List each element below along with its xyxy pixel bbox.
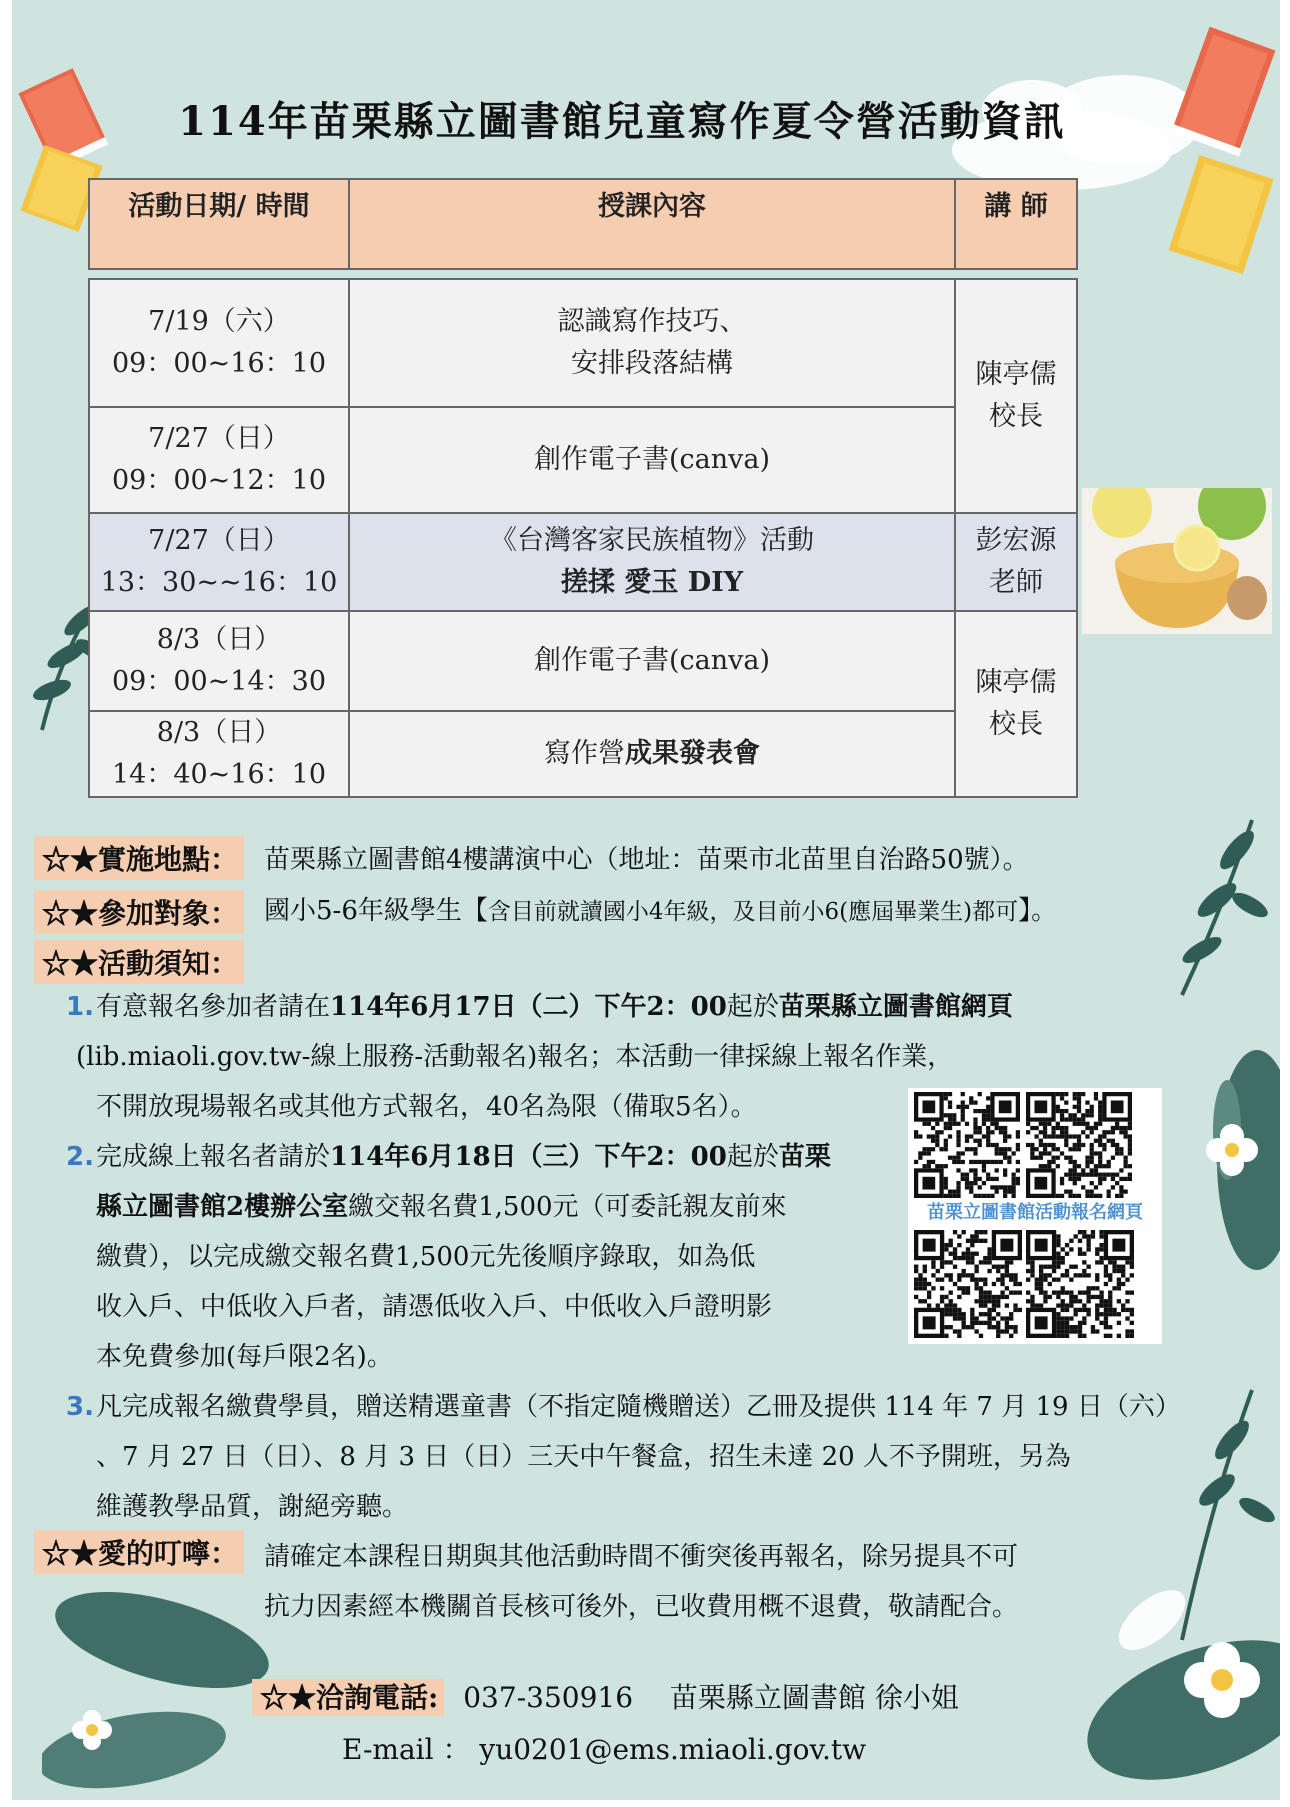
schedule-table	[88, 178, 1078, 798]
contact-phone: 037-350916 苗栗縣立圖書館 徐小姐	[454, 1681, 959, 1714]
teacher-title: 校長	[989, 401, 1043, 432]
teacher-title: 老師	[989, 567, 1043, 598]
date-text: 8/3（日）	[156, 624, 282, 655]
teacher-name: 陳亭儒	[975, 667, 1057, 698]
notice-text: 有意報名參加者請在	[96, 992, 331, 1022]
notice-line: 、7 月 27 日（日）、8 月 3 日（日）三天中午餐盒，招生未達 20 人不予開班，另為	[96, 1442, 1071, 1472]
content-text: 創作電子書(canva)	[533, 444, 771, 475]
notice-place: 苗栗	[778, 1142, 831, 1172]
target-text-detail: 含目前就讀國小4年級，及目前小6(應屆畢業生)都可	[487, 899, 1019, 925]
reminder-line: 請確定本課程日期與其他活動時間不衝突後再報名，除另提具不可	[264, 1542, 1019, 1572]
notice-line: 不開放現場報名或其他方式報名，40名為限（備取5名）。	[96, 1092, 757, 1122]
notice-text: 起於	[726, 992, 779, 1022]
teacher-title: 校長	[989, 709, 1043, 740]
contact-email[interactable]: E-mail ： yu0201@ems.miaoli.gov.tw	[342, 1733, 867, 1766]
date-cell	[89, 711, 349, 797]
table-row	[89, 407, 1077, 513]
time-text: 09：00~12：10	[111, 465, 327, 496]
content-text: 創作電子書(canva)	[533, 645, 771, 676]
notice-line: (lib.miaoli.gov.tw-線上服務-活動報名)報名；本活動一律採線上報名作業，	[76, 1042, 954, 1072]
notice-line: 繳費），以完成繳交報名費1,500元先後順序錄取，如為低	[96, 1242, 756, 1272]
content-cell	[349, 407, 955, 513]
content-text: 《台灣客家民族植物》活動	[490, 525, 814, 556]
notice-place: 縣立圖書館2樓辦公室	[96, 1192, 349, 1222]
notice-text: 起於	[726, 1142, 779, 1172]
teacher-cell	[955, 611, 1077, 797]
content-cell	[349, 611, 955, 711]
table-row-highlighted	[89, 513, 1077, 611]
teacher-cell	[955, 513, 1077, 611]
qr-code-label: 苗栗立圖書館活動報名網頁	[910, 1200, 1160, 1226]
column-header-content: 授課內容	[349, 179, 955, 269]
notice-item-1	[60, 982, 1220, 1032]
target-text-main: 國小5-6年級學生【	[264, 896, 488, 926]
content-cell	[349, 711, 955, 797]
item-number: 3.	[66, 1392, 94, 1422]
notice-date: 114年6月17日（二）下午2：00	[330, 992, 727, 1022]
leaf-decoration	[1162, 810, 1272, 1000]
target-label: ☆★參加對象：	[34, 890, 244, 934]
venue-text: 苗栗縣立圖書館4樓講演中心（地址：苗栗市北苗里自治路50號）。	[264, 845, 1029, 875]
content-cell	[349, 279, 955, 407]
date-text: 7/27（日）	[148, 525, 290, 556]
poster	[12, 0, 1280, 1800]
teacher-name: 彭宏源	[975, 525, 1057, 556]
notice-text: 繳交報名費1,500元（可委託親友前來	[348, 1192, 787, 1222]
contact-label: ☆★洽詢電話:	[252, 1679, 444, 1716]
date-text: 8/3（日）	[156, 717, 282, 748]
time-text: 09：00~14：30	[111, 666, 327, 697]
item-number: 1.	[66, 992, 94, 1022]
notice-line: 收入戶、中低收入戶者，請憑低收入戶、中低收入戶證明影	[96, 1292, 773, 1322]
reminder-line: 抗力因素經本機關首長核可後外，已收費用概不退費，敬請配合。	[264, 1592, 1019, 1622]
content-cell	[349, 513, 955, 611]
time-text: 14：40~16：10	[111, 759, 327, 790]
table-row	[89, 279, 1077, 407]
notice-place: 苗栗縣立圖書館網頁	[778, 992, 1013, 1022]
date-text: 7/27（日）	[148, 423, 290, 454]
date-cell	[89, 279, 349, 407]
time-text: 09：00~16：10	[111, 348, 327, 379]
time-text: 13：30~~16：10	[100, 567, 338, 598]
table-row	[89, 611, 1077, 711]
target-text	[264, 893, 1057, 930]
venue-label: ☆★實施地點：	[34, 836, 244, 880]
notice-item-3	[60, 1382, 1220, 1432]
column-header-teacher: 講 師	[955, 179, 1077, 269]
content-text: 成果發表會	[625, 738, 760, 769]
reminder-text	[264, 1532, 1018, 1632]
item-number: 2.	[66, 1142, 94, 1172]
target-text-end: 】。	[1018, 896, 1058, 926]
date-cell	[89, 407, 349, 513]
table-row	[89, 711, 1077, 797]
content-text: 寫作營	[544, 738, 625, 769]
notice-line: 本免費參加(每戶限2名)。	[96, 1342, 393, 1372]
reminder-label: ☆★愛的叮嚀：	[34, 1530, 244, 1574]
leaf-decoration	[42, 1580, 282, 1800]
content-text: 安排段落結構	[571, 348, 733, 379]
table-header-row	[89, 179, 1077, 269]
aiyu-jelly-photo	[1082, 488, 1272, 634]
contact-info	[262, 1676, 959, 1716]
notice-text: 凡完成報名繳費學員，贈送精選童書（不指定隨機贈送）乙冊及提供 114 年 7 月 19 日（六）	[96, 1392, 1181, 1422]
teacher-cell	[955, 279, 1077, 513]
content-text: 認識寫作技巧、	[557, 306, 747, 337]
date-cell	[89, 513, 349, 611]
page-title: 114年苗栗縣立圖書館兒童寫作夏令營活動資訊	[178, 98, 1066, 145]
notice-date: 114年6月18日（三）下午2：00	[330, 1142, 727, 1172]
notice-line: 維護教學品質，謝絕旁聽。	[96, 1492, 409, 1522]
column-header-date: 活動日期/ 時間	[89, 179, 349, 269]
date-cell	[89, 611, 349, 711]
notice-label: ☆★活動須知：	[34, 940, 244, 984]
date-text: 7/19（六）	[148, 306, 290, 337]
content-text: 搓揉 愛玉 DIY	[560, 567, 744, 598]
notice-text: 完成線上報名者請於	[96, 1142, 331, 1172]
teacher-name: 陳亭儒	[975, 359, 1057, 390]
book-icon	[1162, 15, 1280, 275]
